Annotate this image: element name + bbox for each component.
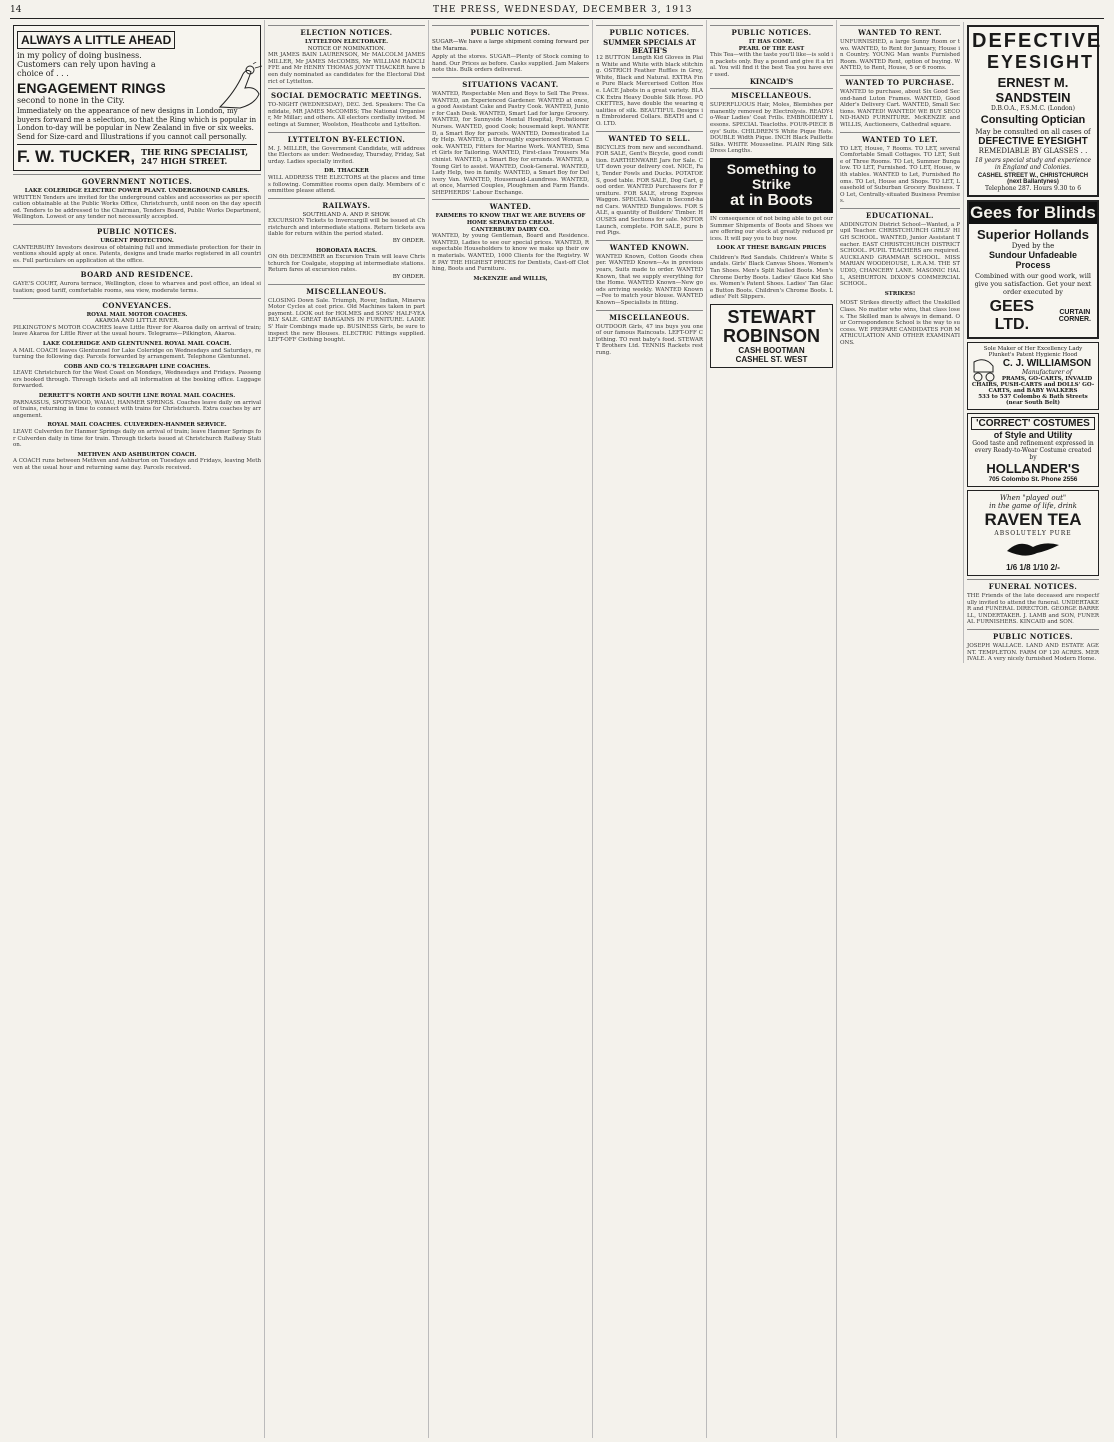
gees-process: Sundour Unfadeable Process	[988, 250, 1077, 270]
hand-with-ring-illustration	[215, 62, 265, 112]
misc-body-5: SUPERFLUOUS Hair, Moles, Blemishes permanently removed by Electrolysis. READY-to-Wear Ladies' Coat Frills. EMBROIDERY Lessons. SPECIAL Teacloths. FOUR-PIECE Boys' Suits. CHILDREN'S White Pique Hats. DOUBLE Width Pique. INCH Black Paillette Silks. WHITE Mousseline. PLAIN Ring Silk Dress Lengths.	[710, 102, 833, 155]
hororata-races: HORORATA RACES.	[316, 247, 377, 254]
it-has-come: IT HAS COME.	[748, 39, 795, 45]
williamson-name: C. J. WILLIAMSON	[1002, 358, 1092, 369]
dr-thacker: DR. THACKER	[324, 168, 369, 175]
strikes-body: MOST Strikes directly affect the Unskilled Class. No matter who wins, that class loses. The Skilled man is always in demand. Our Correspondence School is the way to success. WE PREPARE CANDIDATES FOR MATRICULATION AND OTHER EXAMINATIONS.	[840, 300, 960, 346]
sandstein-line1: DEFECTIVE	[972, 30, 1102, 52]
summer-specials: SUMMER SPECIALS AT BEATH'S	[603, 38, 696, 55]
cobb-coaches: COBB AND CO.'S TELEGRAPH LINE COACHES.	[63, 363, 211, 370]
sell-body: BICYCLES from new and secondhand. FOR SALE, Gent's Bicycle, good condition. EARTHENWARE Jars for Sale. CUT down your delivery cost. NICE, Fat, Tender Fowls and Ducks. POTATOES, good table. FOR SALE, Dog Cart, good order. WANTED Purchasers for Furniture. FOR SALE, strong Express Waggon. SPECIAL Value in Second-hand Cars. WANTED Bungalows. FOR SALE, a quantity of Builders' Timber. HOUSES and Sections for sale. MOTOR Launch, complete. FOR SALE, pure bred Pigs.	[596, 144, 703, 237]
pearl-of-east: PEARL OF THE EAST	[738, 45, 805, 52]
situations-body: WANTED, Respectable Men and Boys to Sell The Press. WANTED, an Experienced Gardener. WANTED at once, a good Assistant Cake and Pastry Cook. WANTED, Junior for Cash Desk. WANTED, Smart Lad for large Grocery. WANTED, for Sunnyside Mental Hospital, Probationer Nurses. WANTED, good Cook; housemaid kept. WANTED, a Smart Boy for parcels. WANTED, Domesticated Lady Help. WANTED, a thoroughly experienced Woman Cook. WANTED, Fitters for Marine Work. WANTED, Smart Girls for Tailoring. WANTED, First-class Trousers Machinist. WANTED, a Smart Boy for errands. WANTED, a Young Girl to assist. WANTED, Cook-General. WANTED, Lady Help, two in family. WANTED, a Smart Boy for Delivery Van. WANTED, Housemaid-Laundress. WANTED, at once, Married Couples, Ploughmen and Farm Hands. SHEPHERDS' Labour Exchange.	[432, 90, 589, 196]
funeral-body: THE Friends of the late deceased are respectfully invited to attend the funeral. UNDERTAKER and FUNERAL DIRECTOR. GEORGE BARRELL, UNDERTAKER. J. LAMB and SON, FUNERAL FURNISHERS. KINCAID and SON.	[967, 593, 1099, 626]
wanted-head: WANTED.	[432, 199, 589, 211]
gov-notice-body: WRITTEN Tenders are invited for the underground cables and accessories as per specification obtainable at the Public Works Office, Christchurch, until noon on the day specified. Tenders to be addressed to the Chairman, Tenders Board, Public Works Department, Wellington. Lowest or any tender not necessarily accepted.	[13, 194, 261, 221]
funeral-head: FUNERAL NOTICES.	[967, 579, 1099, 591]
page-number: 14	[10, 5, 22, 15]
tucker-name: F. W. TUCKER,	[17, 147, 136, 166]
masthead-title: THE PRESS, WEDNESDAY, DECEMBER 3, 1913	[433, 5, 693, 15]
known-body: WANTED Known, Cotton Goods cheaper. WANTED Known—As in previous years, Suits made to order. WANTED Known, that we supply everything for the Home. WANTED Known—New goods arriving weekly. WANTED Known—Fee to match your blouse. WANTED Known—Specialists in fitting.	[596, 253, 703, 306]
kincaids: KINCAID'S	[749, 76, 794, 86]
public-notices-head-3: PUBLIC NOTICES.	[432, 25, 589, 37]
raven-line1: When "played out"	[999, 494, 1067, 502]
by-order-2: BY ORDER.	[392, 274, 425, 281]
thacker-body: WILL ADDRESS THE ELECTORS at the places and times following. Committee rooms open daily. Members of committee please attend.	[268, 174, 425, 195]
raven-pure: ABSOLUTELY PURE	[994, 530, 1072, 537]
tucker-tag2: 247 HIGH STREET.	[141, 156, 228, 166]
derrett-body: PARNASSUS, SPOTSWOOD, WAIAU, HANMER SPRINGS. Coaches leave daily on arrival of trains, returning in time to connect with trains for Christchurch. Extra coaches by arrangement.	[13, 399, 261, 419]
sandstein-ad	[967, 25, 1102, 197]
raven-name: RAVEN TEA	[984, 510, 1082, 529]
gov-notices-head: GOVERNMENT NOTICES.	[13, 174, 261, 186]
strikes-heading: STRIKES!	[884, 290, 916, 297]
educational-head: EDUCATIONAL.	[840, 208, 960, 220]
nomination-body: MR JAMES BAIN LAURENSON, Mr MALCOLM JAMES MILLER, Mr JAMES McCOMBS, Mr WILLIAM RADCLIFFE and Mr HENRY THOMAS JOYNT THACKER have been duly nominated as candidates for the Electoral District of Lyttelton.	[268, 52, 425, 85]
wanted-to-sell-head: WANTED TO SELL.	[596, 131, 703, 143]
conveyances-head: CONVEYANCES.	[13, 298, 261, 310]
methven-body: A COACH runs between Methven and Ashburton on Tuesdays and Fridays, leaving Methven at the usual hour and returning same day. Parcels received.	[13, 458, 261, 471]
hollander-ad	[967, 413, 1099, 487]
hororata-body: ON 6th DECEMBER an Excursion Train will leave Christchurch for Coalgate, stopping at intermediate stations. Return fares at excursion rates.	[268, 254, 425, 274]
bargain-list: Children's Red Sandals. Children's White Sandals. Girls' Black Canvas Shoes. Women's Tan Shoes. Men's Split Nailed Boots. Men's Chrome Derby Boots. Ladies' Glace Kid Shoes. Women's Patent Shoes. Ladies' Tan Glace Button Boots. Children's Chrome Boots. Ladies' Felt Slippers.	[710, 254, 833, 301]
gees-body: Combined with our good work, will give you satisfaction. Get your next order executed by	[974, 272, 1092, 296]
social-body: TO-NIGHT (WEDNESDAY), DEC. 3rd. Speakers: The Candidate, MR JAMES McCOMBS; The National Organiser, Mr Millar; and others. All electors cordially invited. Meetings at Sumner, Woolston, Heathcote and Lyttelton.	[268, 102, 425, 128]
sandstein-name: ERNEST M. SANDSTEIN	[995, 75, 1071, 105]
let-body: TO LET, House, 7 Rooms. TO LET, several Comfortable Small Cottages. TO LET, Suite of Three Rooms. TO Let, Summer Bungalow. TO LET, Furnished. TO LET, House, with stables. WANTED to Let, Furnished Rooms. TO Let, House and Shops. TO LET, Leasehold of Suburban Grocery Business. TO Let, Centrally-situated Business Premises.	[840, 145, 960, 205]
railways-head: RAILWAYS.	[268, 198, 425, 210]
by-order-1: BY ORDER.	[392, 238, 425, 245]
board-head: BOARD AND RESIDENCE.	[13, 267, 261, 279]
akaroa-coach: AKAROA AND LITTLE RIVER.	[94, 318, 179, 325]
notice-of-nomination: NOTICE OF NOMINATION.	[307, 45, 386, 52]
hollander-sub: of Style and Utility	[993, 430, 1073, 440]
tucker-sub: second to none in the City.	[17, 96, 125, 105]
williamson-top: Sole Maker of Her Excellency Lady Plunket's Patent Hygienic Hood	[983, 346, 1083, 358]
gees-name: GEES LTD.	[989, 298, 1035, 333]
hollander-title: 'CORRECT' COSTUMES	[971, 417, 1095, 430]
column-3	[429, 20, 593, 1438]
lake-coleridge-coach: LAKE COLERIDGE AND GLENTUNNEL ROYAL MAIL COACH.	[42, 340, 232, 347]
akaroa-body: PILKINGTON'S MOTOR COACHES leave Little River for Akaroa daily on arrival of train; leave Akaroa for Little River at the usual hours. Telegrams—Pilkington, Akaroa.	[13, 324, 261, 338]
methven-coach: METHVEN AND ASHBURTON COACH.	[77, 451, 197, 458]
boots-headline-2: at in Boots	[730, 191, 813, 209]
public-body-6: JOSEPH WALLACE. LAND AND ESTATE AGENT. TEMPLETON. FARM OF 120 ACRES. MERIVALE. A very nicely furnished Modern Home.	[967, 642, 1099, 663]
williamson-manu: Manufacturer of	[1022, 369, 1072, 376]
sandstein-line2: EYESIGHT	[986, 52, 1094, 72]
wanted-known-head: WANTED KNOWN.	[596, 240, 703, 252]
stewart-robinson-ad	[710, 304, 833, 368]
boots-headline-1: Something to Strike	[726, 160, 817, 192]
column-5	[707, 20, 837, 1438]
gees-sub: Superior Hollands	[977, 227, 1089, 242]
column-4	[593, 20, 707, 1438]
gees-ad	[967, 200, 1099, 339]
mckenzie-willis-3: McKENZIE and WILLIS,	[473, 275, 548, 282]
sandstein-consult: May be consulted on all cases of	[975, 128, 1091, 136]
column-2	[265, 20, 429, 1438]
tucker-body: Immediately on the appearance of new designs in London, my buyers forward me a selection, so that the Ring which is popular in London to-day will be popular in New Zealand in five or six weeks. Send for Size-card and Illustrations if you cannot call personally.	[17, 107, 257, 141]
raven-bird-icon	[1003, 537, 1063, 559]
sandstein-hours: Telephone 287. Hours 9.30 to 6	[984, 185, 1082, 192]
misc-head-5: MISCELLANEOUS.	[710, 88, 833, 100]
social-democratic-head: SOCIAL DEMOCRATIC MEETINGS.	[268, 88, 425, 100]
boots-ad	[710, 158, 833, 213]
gees-dyed: Dyed by the	[1011, 242, 1055, 250]
public-notices-head-4: PUBLIC NOTICES.	[596, 25, 703, 37]
cobb-body: LEAVE Christchurch for the West Coast on Mondays, Wednesdays and Fridays. Passengers booked through. Through tickets and all information at the booking office. Luggage forwarded.	[13, 370, 261, 390]
williamson-items: PRAMS, GO-CARTS, INVALID CHAIRS, PUSH-CARTS and DOLLS' GO-CARTS, and BABY WALKERS	[971, 376, 1095, 394]
sandstein-years: 18 years special study and experience in England and Colonies.	[974, 157, 1092, 171]
sandstein-quals: D.B.O.A., F.S.M.C. (London)	[991, 105, 1075, 112]
canterbury-dairy: CANTERBURY DAIRY CO.	[471, 226, 550, 233]
public-notices-head-1: PUBLIC NOTICES.	[13, 224, 261, 236]
raven-prices: 1/6 1/8 1/10 2/-	[1006, 563, 1060, 572]
by-election-body: M. J. MILLER, the Government Candidate, will address the Electors as under: Wednesday, Thursday, Friday, Saturday. Ladies specially invited.	[268, 145, 425, 165]
lyttelton-electorate: LYTTELTON ELECTORATE.	[304, 39, 389, 45]
summer-body: 12 BUTTON Length Kid Gloves in Plain White and White with black stitching. OSTRICH Feather Ruffles in Grey, White, Black and Natural. EXTRA Fine Pure Black Mercerised Cotton Hose. LACE Jabots in a great variety. BLACK Extra Heavy Double Silk Hose. POCKETTES, have double the wearing qualities of silk. BEAUTIFUL Designs in Embroidered Collars. BEATH and CO. LTD.	[596, 55, 703, 127]
boots-body: IN consequence of not being able to get our Summer Shipments of Boots and Shoes we are offering our stock at greatly reduced prices. It will pay you to buy now.	[710, 215, 833, 242]
gees-title: Gees for Blinds	[970, 203, 1096, 222]
southland-show: SOUTHLAND A. AND P. SHOW.	[302, 211, 391, 218]
board-body: GAYE'S COURT, Aurora terrace, Wellington, close to wharves and post office, an ideal situation; good tariff, comfortable rooms, sea view, moderate terms.	[13, 281, 261, 294]
lake-coach-body: A MAIL COACH leaves Glentunnel for Lake Coleridge on Wednesdays and Saturdays, returning the following day. Parcels forwarded by arrangement. Telephone Glentunnel.	[13, 347, 261, 361]
hollander-body: Good taste and refinement expressed in every Ready-to-Wear Costume created by	[972, 440, 1094, 461]
stewart-tag: CASH BOOTMAN	[738, 346, 805, 356]
culverden-body: LEAVE Culverden for Hanmer Springs daily on arrival of train; leave Hanmer Springs for Culverden daily in time for train. Through tickets issued at Christchurch Railway Station.	[13, 429, 261, 449]
tucker-engagement: ENGAGEMENT RINGS	[17, 80, 166, 96]
urgent-protection: URGENT PROTECTION.	[100, 237, 174, 244]
sandstein-defective: DEFECTIVE EYESIGHT	[978, 136, 1088, 147]
pearl-body: This Tea—with the taste you'll like—is sold in packets only. Buy a pound and give it a trial. You will find it the best Tea you have ever used.	[710, 52, 833, 78]
election-head: ELECTION NOTICES.	[268, 25, 425, 37]
hollander-name: HOLLANDER'S	[986, 461, 1080, 476]
hollander-address: 705 Colombo St. Phone 2556	[988, 476, 1078, 483]
farmers-notice: FARMERS TO KNOW THAT WE ARE BUYERS OF HOME SEPARATED CREAM.	[435, 213, 586, 227]
williamson-ad	[967, 342, 1099, 410]
stewart-name-1: STEWART	[727, 307, 816, 328]
wanted-to-rent-head: WANTED TO RENT.	[840, 25, 960, 37]
williamson-address: 533 to 537 Colombo & Bath Streets (near South Belt)	[978, 394, 1088, 406]
raven-line2: in the game of life, drink	[989, 502, 1077, 510]
tucker-tag1: THE RING SPECIALIST,	[141, 147, 248, 157]
sandstein-role: Consulting Optician	[980, 114, 1086, 126]
misc-head-4: MISCELLANEOUS.	[596, 310, 703, 322]
misc-head-2: MISCELLANEOUS.	[268, 284, 425, 296]
stewart-address: CASHEL ST. WEST	[735, 355, 808, 365]
public-notices-head-5: PUBLIC NOTICES.	[710, 25, 833, 37]
derrett-coaches: DERRETT'S NORTH AND SOUTH LINE ROYAL MAIL COACHES.	[38, 393, 236, 400]
purchase-body: WANTED to purchase, about Six Good Second-hand Luton Frames. WANTED, Good Alder's Delivery Cart. WANTED, Small Sections. WANTED! WANTED! WE BUY SECOND-HAND FURNITURE. McKENZIE and WILLIS, Auctioneers, Cathedral square.	[840, 88, 960, 128]
column-6	[837, 20, 1102, 1438]
sugar-body: Apply at the stores. SUGAR—Plenty of Stock coming to hand. Our Prices as before. Casks supplied. Jam Makers note this. Bulk orders delivered.	[432, 54, 589, 74]
tucker-ad	[13, 25, 261, 171]
wanted-body: WANTED, by young Gentleman, Board and Residence. WANTED, Ladies to see our special prices. WANTED, Respectable Householders to know we make up their own materials. WANTED, 1000 Clients for the Registry. WE PAY THE HIGHEST PRICES for Dentists, Cast-off Clothing, Boots and Furniture.	[432, 233, 589, 273]
railways-body: EXCURSION Tickets to Invercargill will be issued at Christchurch and intermediate stations. Return tickets available for return within the period stated.	[268, 218, 425, 238]
wanted-to-purchase-head: WANTED TO PURCHASE.	[840, 75, 960, 87]
misc-body-2: CLOSING Down Sale. Triumph, Rover, Indian, Minerva Motor Cycles at cost price. Old Machines taken in part payment. LOOK out for HOLMES and SONS' HALF-YEARLY SALE. GREAT BARGAINS IN FURNITURE. LADIES' Hair Combings made up. BUSINESS Girls, be sure to inspect the new Blouses. ELECTRIC Fittings supplied. LEFT-OFF Clothing bought.	[268, 297, 425, 344]
lake-coleridge-notice: LAKE COLERIDGE ELECTRIC POWER PLANT. UNDERGROUND CABLES.	[24, 188, 250, 194]
sugar-ad: SUGAR—We have a large shipment coming forward per the Marama.	[432, 39, 589, 52]
tucker-intro: in my policy of doing business. Customers can rely upon having a choice of . . .	[17, 51, 156, 78]
bargain-heading: LOOK AT THESE BARGAIN PRICES	[716, 245, 827, 252]
stewart-name-2: ROBINSON	[722, 326, 820, 347]
royal-mail-culverden: ROYAL MAIL COACHES. CULVERDEN-HANMER SERVICE.	[47, 422, 227, 429]
wanted-to-let-head: WANTED TO LET.	[840, 132, 960, 144]
gees-tag: CURTAIN CORNER.	[1058, 309, 1091, 323]
public-notices-head-6: PUBLIC NOTICES.	[967, 629, 1099, 641]
sandstein-remedial: REMEDIABLE BY GLASSES . .	[978, 147, 1088, 155]
situations-head: SITUATIONS VACANT.	[432, 77, 589, 89]
educational-body: ADDINGTON District School—Wanted, a Pupil Teacher. CHRISTCHURCH GIRLS' HIGH SCHOOL. WANTED, Junior Assistant Teacher. EAST CHRISTCHURCH DISTRICT SCHOOL. PUPIL TEACHERS are required. AUCKLAND GRAMMAR SCHOOL. MISS MARIAN WOODHOUSE, L.R.A.M. THE STUDIO, CHANCERY LANE. MASONIC HALL, ASHBURTON. DIXON'S COMMERCIAL SCHOOL.	[840, 221, 960, 288]
raven-ad	[967, 490, 1099, 576]
rent-body: UNFURNISHED, a large Sunny Room or two. WANTED, to Rent for January, House in Country. YOUNG Man wants Furnished Room. WANTED Rent, option of buying. WANTED, to Rent, House, 5 or 6 rooms.	[840, 39, 960, 72]
royal-mail-coaches: ROYAL MAIL MOTOR COACHES.	[86, 311, 188, 318]
column-1	[10, 20, 265, 1438]
tucker-headline: ALWAYS A LITTLE AHEAD	[17, 31, 175, 49]
masthead	[10, 2, 1104, 19]
sandstein-address: CASHEL STREET W., CHRISTCHURCH (next Ballantynes)	[977, 173, 1089, 185]
lyttelton-by-election-head: LYTTELTON BY-ELECTION.	[268, 132, 425, 144]
pram-icon	[971, 358, 999, 382]
misc-body-4: OUTDOOR Girls, 47 ins buys you one of our famous Raincoats. LEFT-OFF Clothing. TO rent baby's food. STEWART Brothers Ltd. TENNIS Rackets restrung.	[596, 323, 703, 356]
urgent-body: CANTERBURY Investors desirous of obtaining full and immediate protection for their inventions should apply at once. Patents, designs and trade marks registered in all countries. Full particulars on application at the office.	[13, 244, 261, 264]
